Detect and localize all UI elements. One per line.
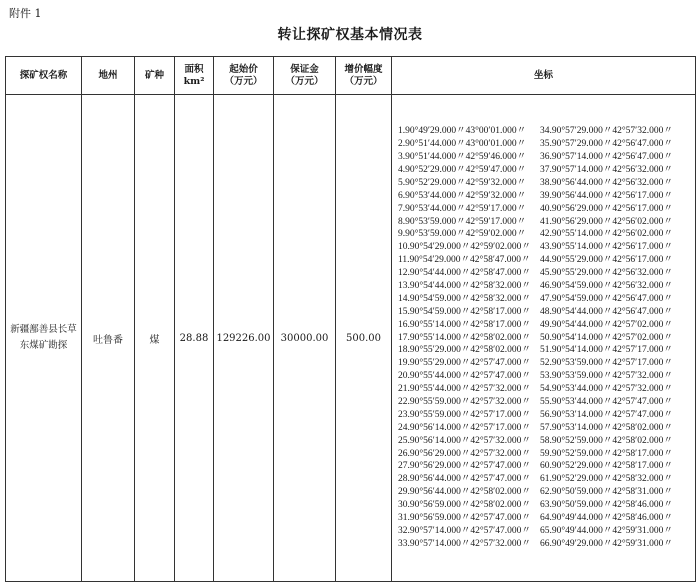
coordinate-point: 37.90°57′14.000〃42°56′32.000〃 [540, 164, 673, 175]
coordinate-point: 36.90°57′14.000〃42°56′47.000〃 [540, 152, 673, 163]
coordinate-point: 27.90°56′29.000〃42°57′47.000〃 [398, 461, 531, 472]
coordinate-point: 49.90°54′44.000〃42°57′02.000〃 [540, 319, 673, 330]
coordinate-column-right [540, 125, 673, 550]
coordinate-point: 42.90°55′14.000〃42°56′02.000〃 [540, 229, 673, 240]
coordinate-point: 1.90°49′29.000〃43°00′01.000〃 [398, 126, 527, 137]
header-coords: 坐标 [392, 57, 696, 95]
cell-deposit: 30000.00 [274, 95, 336, 582]
coordinate-point: 4.90°52′29.000〃42°59′47.000〃 [398, 164, 527, 175]
table-row [6, 95, 696, 582]
coordinate-point: 60.90°52′29.000〃42°58′17.000〃 [540, 461, 673, 472]
coordinate-point: 51.90°54′14.000〃42°57′17.000〃 [540, 345, 673, 356]
header-start-price-label: 起始价 [229, 63, 258, 75]
coordinate-point: 66.90°49′29.000〃42°59′31.000〃 [540, 538, 673, 549]
cell-area: 28.88 [175, 95, 214, 582]
coordinate-point: 45.90°55′29.000〃42°56′32.000〃 [540, 268, 673, 279]
coordinate-point: 21.90°55′44.000〃42°57′32.000〃 [398, 384, 531, 395]
header-mineral: 矿种 [135, 57, 175, 95]
cell-increment: 500.00 [336, 95, 392, 582]
coordinate-point: 65.90°49′44.000〃42°59′31.000〃 [540, 525, 673, 536]
coordinate-point: 32.90°57′14.000〃42°57′47.000〃 [398, 525, 531, 536]
header-name: 探矿权名称 [6, 57, 82, 95]
header-increment-label: 增价幅度 [344, 63, 383, 75]
coordinate-point: 3.90°51′44.000〃42°59′46.000〃 [398, 152, 527, 163]
coordinate-point: 17.90°55′14.000〃42°58′02.000〃 [398, 332, 531, 343]
coordinate-point: 6.90°53′44.000〃42°59′32.000〃 [398, 190, 527, 201]
header-region: 地州 [82, 57, 135, 95]
coordinate-point: 52.90°53′59.000〃42°57′17.000〃 [540, 358, 673, 369]
header-area-label: 面积 [184, 63, 204, 75]
cell-start-price: 129226.00 [214, 95, 274, 582]
coordinate-point: 29.90°56′44.000〃42°58′02.000〃 [398, 487, 531, 498]
header-area-unit: km² [183, 75, 205, 87]
coordinate-point: 43.90°55′14.000〃42°56′17.000〃 [540, 242, 673, 253]
coordinate-point: 38.90°56′44.000〃42°56′32.000〃 [540, 177, 673, 188]
header-deposit-label: 保证金 [290, 63, 319, 75]
coordinate-point: 10.90°54′29.000〃42°59′02.000〃 [398, 242, 531, 253]
coordinate-point: 12.90°54′44.000〃42°58′47.000〃 [398, 268, 531, 279]
header-deposit-unit: （万元） [285, 75, 324, 87]
coordinate-point: 63.90°50′59.000〃42°58′46.000〃 [540, 500, 673, 511]
header-area [175, 57, 214, 95]
coordinate-point: 35.90°57′29.000〃42°56′47.000〃 [540, 139, 673, 150]
coordinate-point: 11.90°54′29.000〃42°58′47.000〃 [398, 255, 531, 266]
coordinate-point: 16.90°55′14.000〃42°58′17.000〃 [398, 319, 531, 330]
coordinate-column-left [398, 125, 540, 550]
mining-rights-table [5, 56, 696, 582]
coordinate-point: 22.90°55′59.000〃42°57′32.000〃 [398, 397, 531, 407]
header-deposit [274, 57, 336, 95]
coordinate-point: 48.90°54′44.000〃42°56′47.000〃 [540, 306, 673, 317]
coordinate-point: 55.90°53′44.000〃42°57′47.000〃 [540, 397, 673, 407]
table-header-row [6, 57, 696, 95]
coordinate-point: 20.90°55′44.000〃42°57′47.000〃 [398, 371, 531, 382]
coordinate-point: 5.90°52′29.000〃42°59′32.000〃 [398, 177, 527, 188]
coordinate-point: 50.90°54′14.000〃42°57′02.000〃 [540, 332, 673, 343]
coordinate-point: 26.90°56′29.000〃42°57′32.000〃 [398, 448, 531, 459]
header-start-price [214, 57, 274, 95]
coordinate-point: 58.90°52′59.000〃42°58′02.000〃 [540, 435, 673, 446]
coordinate-point: 46.90°54′59.000〃42°56′32.000〃 [540, 280, 673, 291]
coordinate-point: 19.90°55′29.000〃42°57′47.000〃 [398, 358, 531, 369]
coordinate-point: 2.90°51′44.000〃43°00′01.000〃 [398, 139, 527, 150]
coordinate-point: 62.90°50′59.000〃42°58′31.000〃 [540, 487, 673, 498]
header-increment-unit: （万元） [344, 75, 383, 87]
coordinate-point: 41.90°56′29.000〃42°56′02.000〃 [540, 216, 673, 227]
attachment-label: 附件 1 [9, 7, 42, 20]
coordinate-point: 31.90°56′59.000〃42°57′47.000〃 [398, 513, 531, 524]
header-start-price-unit: （万元） [224, 75, 263, 87]
coordinate-point: 28.90°56′44.000〃42°57′47.000〃 [398, 474, 531, 485]
cell-coords [392, 95, 696, 582]
coordinate-point: 61.90°52′29.000〃42°58′32.000〃 [540, 474, 673, 485]
coordinate-point: 14.90°54′59.000〃42°58′32.000〃 [398, 293, 531, 304]
coordinate-point: 39.90°56′44.000〃42°56′17.000〃 [540, 190, 673, 201]
cell-mineral: 煤 [135, 95, 175, 582]
coordinate-list [392, 125, 695, 550]
header-increment [336, 57, 392, 95]
coordinate-point: 9.90°53′59.000〃42°59′02.000〃 [398, 229, 527, 240]
coordinate-point: 47.90°54′59.000〃42°56′47.000〃 [540, 293, 673, 304]
coordinate-point: 40.90°56′29.000〃42°56′17.000〃 [540, 203, 673, 214]
document-title: 转让探矿权基本情况表 [277, 27, 423, 43]
coordinate-point: 30.90°56′59.000〃42°58′02.000〃 [398, 500, 531, 511]
coordinate-point: 25.90°56′14.000〃42°57′32.000〃 [398, 435, 531, 446]
coordinate-point: 8.90°53′59.000〃42°59′17.000〃 [398, 216, 527, 227]
cell-name: 新疆鄯善县长草东煤矿勘探 [6, 95, 82, 582]
coordinate-point: 7.90°53′44.000〃42°59′17.000〃 [398, 203, 527, 214]
coordinate-point: 13.90°54′44.000〃42°58′32.000〃 [398, 280, 531, 291]
coordinate-point: 59.90°52′59.000〃42°58′17.000〃 [540, 448, 673, 459]
coordinate-point: 34.90°57′29.000〃42°57′32.000〃 [540, 126, 673, 137]
coordinate-point: 24.90°56′14.000〃42°57′17.000〃 [398, 422, 531, 433]
coordinate-point: 44.90°55′29.000〃42°56′17.000〃 [540, 255, 673, 266]
cell-region: 吐鲁番 [82, 95, 135, 582]
coordinate-point: 57.90°53′14.000〃42°58′02.000〃 [540, 422, 673, 433]
coordinate-point: 33.90°57′14.000〃42°57′32.000〃 [398, 538, 531, 549]
coordinate-point: 64.90°49′44.000〃42°58′46.000〃 [540, 513, 673, 524]
coordinate-point: 54.90°53′44.000〃42°57′32.000〃 [540, 384, 673, 395]
coordinate-point: 56.90°53′14.000〃42°57′47.000〃 [540, 409, 673, 420]
coordinate-point: 15.90°54′59.000〃42°58′17.000〃 [398, 306, 531, 317]
coordinate-point: 53.90°53′59.000〃42°57′32.000〃 [540, 371, 673, 382]
coordinate-point: 23.90°55′59.000〃42°57′17.000〃 [398, 409, 531, 420]
coordinate-point: 18.90°55′29.000〃42°58′02.000〃 [398, 345, 531, 356]
